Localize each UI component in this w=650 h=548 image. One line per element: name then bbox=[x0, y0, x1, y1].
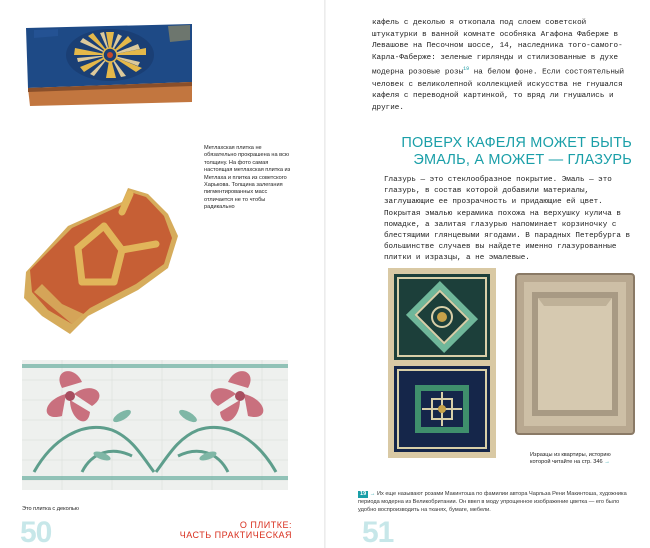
photo-glazed-tiles bbox=[388, 268, 496, 458]
photo-blue-flower-tile bbox=[18, 22, 196, 108]
caption-decal-tile: Это плитка с деколью bbox=[22, 506, 79, 512]
photo-decal-tile bbox=[22, 360, 288, 490]
glazed-tile-top bbox=[394, 274, 490, 360]
paragraph-faberge bbox=[372, 18, 634, 114]
running-head-line1: О ПЛИТКЕ: bbox=[239, 520, 292, 530]
caption-tiles-apartment bbox=[530, 452, 630, 467]
paragraph-glaze: Глазурь — это стеклообразное покрытие. Эмаль — это глазурь, в состав которой добавили материалы, заглушающие ее прозрачность и придающие ей цвет. Покрытая эмалью керамика похожа на верхушку кулича в помадке, а залитая глазурью напоминает корзиночку с блестящими глянцевыми ягодами. В парадных Петербурга в большинстве случаев вы найдете именно глазурованные плитки и изразцы, а не эмалевые. bbox=[384, 176, 631, 263]
photo-relief-tile bbox=[512, 266, 638, 444]
arrow-right-icon[interactable]: → bbox=[604, 459, 610, 466]
caption-metlakh: Метлахская плитка не обязательно прокрашена на всю толщину. На фото самая настоящая метлахская плитка из Метлаха и плитка из советского Харькова. Толщина залегания пигментированных масс отличается не то чтобы радикально bbox=[204, 145, 291, 211]
running-head bbox=[132, 520, 292, 540]
caption-tiles-apartment-text: Изразцы из квартиры, историю которой читайте на стр. 346 bbox=[530, 452, 611, 466]
heading-line2: ЭМАЛЬ, А МОЖЕТ — ГЛАЗУРЬ bbox=[413, 152, 632, 168]
section-heading bbox=[380, 135, 632, 169]
paragraph-faberge-text: кафель с деколью я откопала под слоем советской штукатурки в ванной комнате особняка Агафона Фаберже в Левашове на Песочном шоссе, 14, наследника того-самого-Карла-Фаберже: зеленые гирлянды и стилизованные в духе модерна розовые розы bbox=[372, 19, 623, 77]
running-head-line2: ЧАСТЬ ПРАКТИЧЕСКАЯ bbox=[179, 530, 292, 540]
footnote bbox=[358, 490, 638, 514]
paragraph-faberge-tail: на белом фоне. Если состоятельный человек с великолепной коллекцией искусства не гнушался кафеля с переводной картинкой, то вряд ли гнушались и другие. bbox=[372, 68, 625, 112]
heading-line1: ПОВЕРХ КАФЕЛЯ МОЖЕТ БЫТЬ bbox=[401, 135, 632, 151]
page-number-left: 50 bbox=[20, 516, 52, 548]
page-number-right: 51 bbox=[362, 516, 394, 548]
arrow-right-icon: → bbox=[369, 491, 376, 497]
photo-broken-metlakh-tile bbox=[18, 186, 196, 336]
glazed-tile-bottom bbox=[394, 366, 490, 452]
footnote-ref[interactable]: 19 bbox=[463, 66, 470, 73]
footnote-text: Их еще называют розами Макинтоша по фамилии автора Чарльза Рени Макинтоша, художника периода модерна из Великобритании. Он ввел в моду упрощенное изображение цветка — его было удобно воспроизводить на тканях, бумаге, мебели. bbox=[358, 491, 627, 513]
footnote-number-badge: 19 bbox=[360, 491, 367, 497]
gutter bbox=[324, 0, 326, 548]
tile-flower-ornament bbox=[66, 29, 154, 81]
